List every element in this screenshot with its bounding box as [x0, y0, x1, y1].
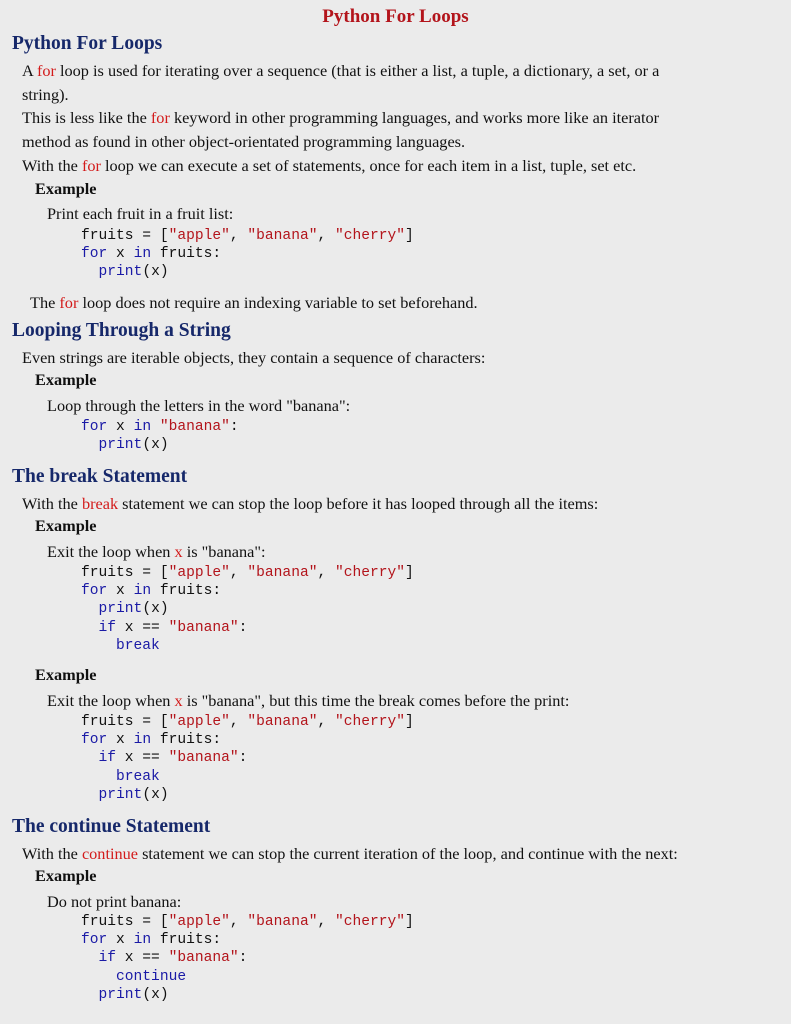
code-block: fruits = ["apple", "banana", "cherry"] for x in fruits: print(x) if x == "banana": break: [81, 565, 414, 654]
paragraph-for-intro-cont: string).: [22, 85, 69, 104]
code-block: fruits = ["apple", "banana", "cherry"] for x in fruits: if x == "banana": continue print(x): [81, 914, 414, 1003]
example-description: Exit the loop when x is "banana":: [47, 542, 266, 561]
code-block: fruits = ["apple", "banana", "cherry"] for x in fruits: if x == "banana": break print(x): [81, 714, 414, 803]
paragraph-for-intro: A for loop is used for iterating over a sequence (that is either a list, a tuple, a dictionary, a set, or a: [22, 61, 660, 80]
page-title: Python For Loops: [322, 6, 469, 27]
code-block: fruits = ["apple", "banana", "cherry"] for x in fruits: print(x): [81, 228, 414, 281]
paragraph-for-keyword: This is less like the for keyword in other programming languages, and works more like an iterator: [22, 108, 660, 127]
paragraph-for-note: The for loop does not require an indexing variable to set beforehand.: [30, 293, 478, 312]
heading-looping-string: Looping Through a String: [12, 320, 231, 341]
paragraph-continue: With the continue statement we can stop the current iteration of the loop, and continue with the next:: [22, 844, 678, 863]
example-description: Print each fruit in a fruit list:: [47, 204, 234, 223]
example-description: Do not print banana:: [47, 892, 182, 911]
example-label: Example: [35, 370, 97, 389]
example-description: Exit the loop when x is "banana", but this time the break comes before the print:: [47, 691, 570, 710]
heading-for-loops: Python For Loops: [12, 33, 163, 54]
code-block: for x in "banana": print(x): [81, 419, 239, 454]
heading-break: The break Statement: [12, 466, 188, 487]
paragraph-for-execute: With the for loop we can execute a set of statements, once for each item in a list, tuple, set etc.: [22, 156, 637, 175]
example-label: Example: [35, 665, 97, 684]
example-label: Example: [35, 866, 97, 885]
example-description: Loop through the letters in the word "banana":: [47, 396, 351, 415]
example-label: Example: [35, 179, 97, 198]
heading-continue: The continue Statement: [12, 816, 211, 837]
example-label: Example: [35, 516, 97, 535]
paragraph-for-keyword-cont: method as found in other object-orientated programming languages.: [22, 132, 466, 151]
paragraph-break: With the break statement we can stop the loop before it has looped through all the items:: [22, 494, 599, 513]
paragraph-string: Even strings are iterable objects, they contain a sequence of characters:: [22, 348, 486, 367]
